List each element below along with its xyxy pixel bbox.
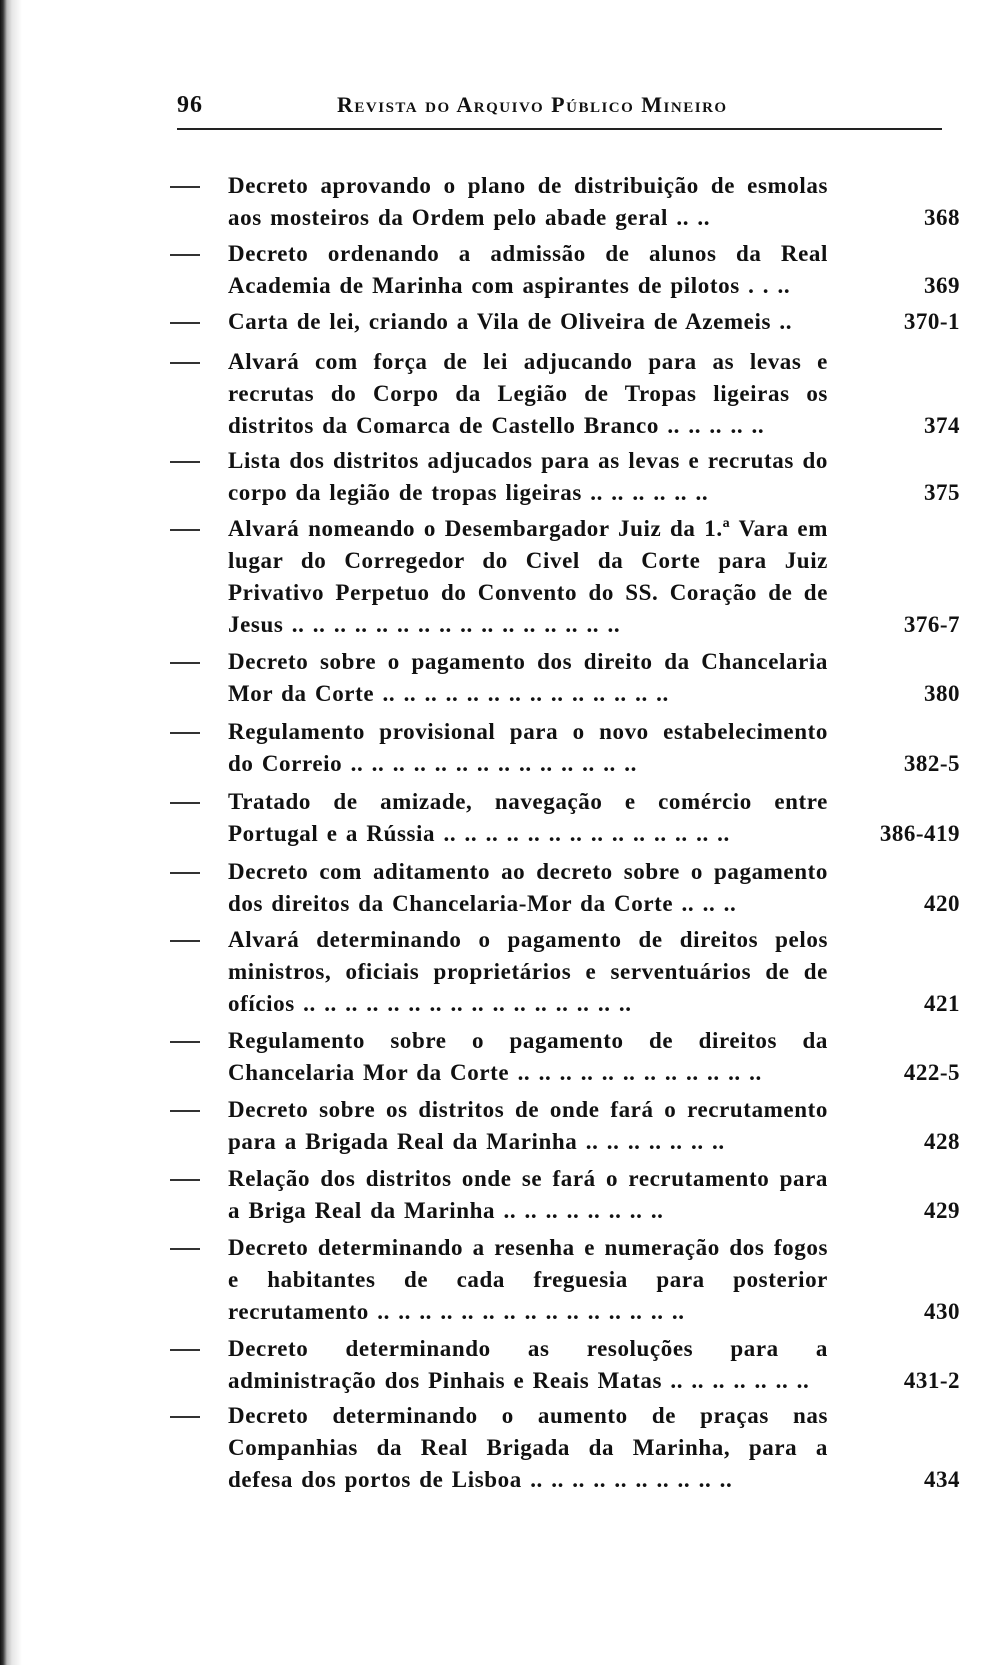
entry-title: Decreto determinando as resoluções para a administração dos Pinhais e Reais Matas .. .. .. .. .. .. .. (228, 1336, 828, 1393)
entry-title: Decreto ordenando a admissão de alunos da Real Academia de Marinha com aspirantes de pilotos . . .. (228, 241, 828, 298)
entry-dash (170, 1416, 200, 1418)
entry-dash (170, 802, 200, 804)
entry-dash (170, 662, 200, 664)
entry-dash (170, 322, 200, 324)
entry-title: Decreto sobre o pagamento dos direito da Chancelaria Mor da Corte .. .. .. .. .. .. .. .. .. .. .. .. .. .. (228, 649, 828, 706)
entry-title: Tratado de amizade, navegação e comércio entre Portugal e a Rússia .. .. .. .. .. .. .. .. .. .. .. .. .. .. (228, 789, 828, 846)
entry-title: Carta de lei, criando a Vila de Oliveira de Azemeis .. (228, 309, 793, 334)
entry-page-number: 370-1 (903, 309, 960, 334)
entry-page-number: 421 (924, 991, 960, 1016)
index-entry (170, 445, 960, 509)
entry-title: Relação dos distritos onde se fará o recrutamento para a Briga Real da Marinha .. .. .. .. .. .. .. .. (228, 1166, 828, 1223)
entry-dash (170, 254, 200, 256)
entry-page-number: 434 (924, 1467, 960, 1492)
entry-dash (170, 1248, 200, 1250)
entry-dash (170, 1110, 200, 1112)
entry-page-number: 420 (924, 891, 960, 916)
entry-title: Alvará nomeando o Desembargador Juiz da 1.ª Vara em lugar do Corregedor do Civel da Corte para Juiz Privativo Perpetuo do Convento do SS. Coração de de Jesus .. .. .. .. .. .. .. .. .. .. .. .. .. .. .. .. (228, 516, 828, 637)
index-entry (170, 170, 960, 234)
entry-title: Decreto determinando a resenha e numeração dos fogos e habitantes de cada freguesia para posterior recrutamento .. .. .. .. .. .. .. .. .. .. .. .. .. .. .. (228, 1235, 828, 1324)
entry-title: Decreto determinando o aumento de praças nas Companhias da Real Brigada da Marinha, para a defesa dos portos de Lisboa .. .. .. .. .. .. .. .. .. .. (228, 1403, 828, 1492)
index-entry (170, 1163, 960, 1227)
entry-page-number: 369 (924, 273, 960, 298)
entry-title: Alvará com força de lei adjucando para as levas e recrutas do Corpo da Legião de Tropas ligeiras os distritos da Comarca de Castello Branco .. .. .. .. .. (228, 349, 828, 438)
entry-page-number: 429 (924, 1198, 960, 1223)
entry-dash (170, 940, 200, 942)
page-binding-edge (0, 0, 22, 1665)
entry-page-number: 422-5 (903, 1060, 960, 1085)
entry-title: Alvará determinando o pagamento de direitos pelos ministros, oficiais proprietários e serventuários de de ofícios .. .. .. .. .. .. .. .. .. .. .. .. .. .. .. .. (228, 927, 828, 1016)
entry-title: Regulamento provisional para o novo estabelecimento do Correio .. .. .. .. .. .. .. .. .. .. .. .. .. .. (228, 719, 828, 776)
page-header (177, 86, 942, 126)
entry-dash (170, 1349, 200, 1351)
entry-dash (170, 1041, 200, 1043)
index-entry (170, 1232, 960, 1328)
running-title: Revista do Arquivo Público Mineiro (337, 92, 728, 117)
entry-page-number: 368 (924, 205, 960, 230)
index-entry (170, 1400, 960, 1496)
entry-dash (170, 461, 200, 463)
entry-dash (170, 186, 200, 188)
index-entry (170, 856, 960, 920)
index-entry (170, 1094, 960, 1158)
index-entry (170, 1333, 960, 1397)
entry-title: Regulamento sobre o pagamento de direitos da Chancelaria Mor da Corte .. .. .. .. .. .. .. .. .. .. .. .. (228, 1028, 828, 1085)
index-entry (170, 716, 960, 780)
entry-title: Lista dos distritos adjucados para as levas e recrutas do corpo da legião de tropas ligeiras .. .. .. .. .. .. (228, 448, 828, 505)
entry-dash (170, 732, 200, 734)
entry-page-number: 375 (924, 480, 960, 505)
index-entry (170, 513, 960, 641)
entry-title: Decreto aprovando o plano de distribuição de esmolas aos mosteiros da Ordem pelo abade geral .. .. (228, 173, 828, 230)
entry-page-number: 380 (924, 681, 960, 706)
index-entry (170, 786, 960, 850)
index-entry (170, 306, 960, 338)
entry-page-number: 431-2 (903, 1368, 960, 1393)
entry-page-number: 430 (924, 1299, 960, 1324)
entry-title: Decreto sobre os distritos de onde fará o recrutamento para a Brigada Real da Marinha .. .. .. .. .. .. .. (228, 1097, 828, 1154)
entry-title: Decreto com aditamento ao decreto sobre o pagamento dos direitos da Chancelaria-Mor da Corte .. .. .. (228, 859, 828, 916)
index-entry (170, 238, 960, 302)
index-entry (170, 646, 960, 710)
entry-dash (170, 872, 200, 874)
entry-page-number: 382-5 (903, 751, 960, 776)
entry-page-number: 376-7 (903, 612, 960, 637)
entry-dash (170, 362, 200, 364)
index-entry (170, 1025, 960, 1089)
header-rule (177, 128, 942, 130)
entry-page-number: 386-419 (879, 821, 960, 846)
index-entry (170, 924, 960, 1020)
page-number: 96 (177, 92, 203, 118)
entry-dash (170, 529, 200, 531)
entry-page-number: 428 (924, 1129, 960, 1154)
entry-dash (170, 1179, 200, 1181)
entry-page-number: 374 (924, 413, 960, 438)
index-entry (170, 346, 960, 442)
